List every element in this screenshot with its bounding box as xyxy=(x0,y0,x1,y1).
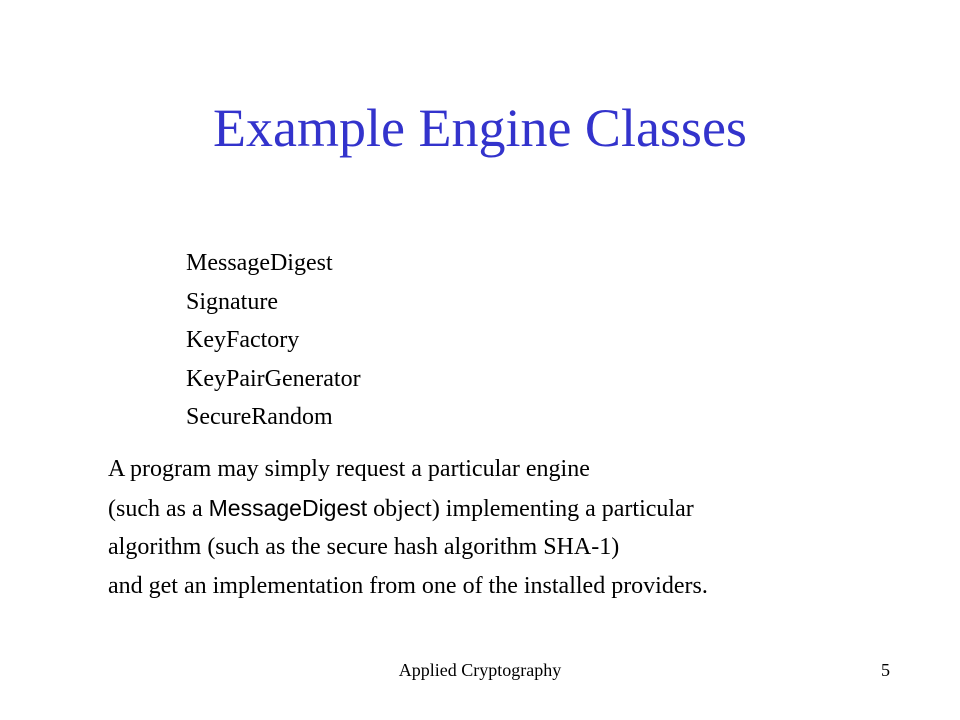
class-item-securerandom: SecureRandom xyxy=(186,404,333,430)
footer-text: Applied Cryptography xyxy=(398,660,562,680)
description-paragraph xyxy=(108,450,928,605)
paragraph-line-4: and get an implementation from one of the installed providers. xyxy=(108,572,708,599)
paragraph-line-3: algorithm (such as the secure hash algorithm SHA-1) xyxy=(108,534,620,560)
engine-class-list xyxy=(186,244,361,437)
paragraph-line-2-end: object) implementing a particular xyxy=(367,495,694,522)
class-item-keyfactory: KeyFactory xyxy=(186,327,300,353)
code-term-messagedigest: MessageDigest xyxy=(208,494,368,521)
paragraph-line-2-start: (such as a xyxy=(108,495,209,522)
page-number: 5 xyxy=(881,660,890,680)
paragraph-line-2 xyxy=(108,489,928,529)
paragraph-line-1: A program may simply request a particular engine xyxy=(108,456,590,482)
class-item-messagedigest: MessageDigest xyxy=(186,250,333,276)
class-item-signature: Signature xyxy=(186,288,278,315)
class-item-keypairgenerator: KeyPairGenerator xyxy=(186,365,361,392)
slide-title: Example Engine Classes xyxy=(213,98,747,158)
